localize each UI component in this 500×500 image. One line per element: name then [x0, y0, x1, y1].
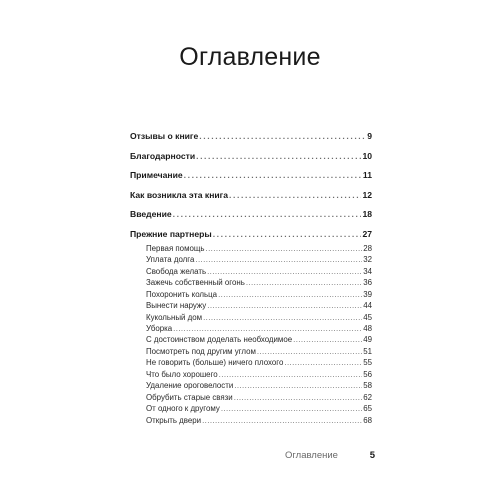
toc-subentry[interactable]: [146, 381, 372, 392]
dot-leader: [184, 170, 362, 180]
dot-leader: [207, 267, 362, 276]
dot-leader: [234, 381, 362, 390]
toc-subentry-page: 39: [363, 289, 372, 299]
toc-subentry-label: Уплата долга: [146, 255, 195, 265]
toc-subentry[interactable]: [146, 278, 372, 289]
toc-subentry[interactable]: [146, 290, 372, 301]
page-footer: [285, 450, 375, 461]
dot-leader: [293, 335, 362, 344]
dot-leader: [221, 404, 362, 413]
toc-entry-page: 11: [362, 170, 372, 181]
toc-subentry-page: 56: [363, 369, 372, 379]
dot-leader: [205, 244, 362, 253]
toc-subentry-label: От одного к другому: [146, 404, 220, 414]
dot-leader: [257, 347, 362, 356]
toc-entry-label: Примечание: [130, 170, 183, 181]
toc-entry-label: Отзывы о книге: [130, 131, 199, 141]
toc-subentry-label: Свобода желать: [146, 266, 207, 276]
toc-entry[interactable]: [130, 190, 372, 201]
toc-subentry-label: Удаление ороговелости: [146, 381, 234, 391]
toc-subentry-label: Кукольный дом: [146, 312, 203, 322]
toc-subentry-page: 55: [363, 358, 372, 368]
toc-subentry-label: Похоронить кольца: [146, 289, 218, 299]
toc-subentry[interactable]: [146, 244, 372, 255]
toc-entry-page: 18: [362, 209, 372, 220]
toc-subentry-page: 51: [363, 346, 372, 356]
toc-subentry[interactable]: [146, 404, 372, 415]
toc-entry-page: 27: [362, 228, 372, 239]
toc-subentry-label: Зажечь собственный огонь: [146, 278, 245, 288]
toc-subentry-page: 49: [363, 335, 372, 345]
toc-subentry-page: 28: [363, 243, 372, 253]
toc-subentry-page: 34: [363, 266, 372, 276]
toc-entry[interactable]: [130, 151, 372, 162]
dot-leader: [196, 151, 361, 161]
toc-entry-label: Благодарности: [130, 150, 196, 161]
toc-subentry[interactable]: [146, 255, 372, 266]
toc-subentry[interactable]: [146, 347, 372, 358]
dot-leader: [213, 229, 362, 239]
toc-subentry[interactable]: [146, 393, 372, 404]
running-title: Оглавление: [285, 450, 338, 461]
toc-subentry-page: 48: [363, 324, 372, 334]
dot-leader: [229, 190, 361, 200]
toc-subentry-label: Уборка: [146, 324, 173, 334]
toc-subentry[interactable]: [146, 313, 372, 324]
toc-subentry-page: 45: [363, 312, 372, 322]
toc-entry-label: Введение: [130, 209, 172, 220]
toc-subentry-label: Не говорить (больше) ничего плохого: [146, 358, 284, 368]
toc-subentry[interactable]: [146, 358, 372, 369]
toc-subentry-page: 62: [363, 392, 372, 402]
toc-subentry[interactable]: [146, 324, 372, 335]
toc-entry-label: Прежние партнеры: [130, 228, 212, 239]
toc-entry[interactable]: [130, 209, 372, 220]
toc-entry-page: 10: [362, 150, 372, 161]
toc-subentry-page: 44: [363, 301, 372, 311]
dot-leader: [173, 324, 362, 333]
toc-subentry-label: Первая помощь: [146, 243, 205, 253]
dot-leader: [203, 313, 362, 322]
toc-subentry-label: С достоинством доделать необходимое: [146, 335, 293, 345]
dot-leader: [195, 255, 362, 264]
dot-leader: [246, 278, 362, 287]
toc-subentry[interactable]: [146, 267, 372, 278]
toc-subentry[interactable]: [146, 335, 372, 346]
dot-leader: [234, 393, 363, 402]
toc-subentry-label: Вынести наружу: [146, 301, 207, 311]
page-title: Оглавление: [179, 43, 321, 71]
toc-subentry-page: 58: [363, 381, 372, 391]
toc-entry-page: 9: [367, 131, 372, 141]
toc-subentry-label: Обрубить старые связи: [146, 392, 233, 402]
toc-subentry-page: 32: [363, 255, 372, 265]
toc-entry-label: Как возникла эта книга: [130, 189, 229, 200]
table-of-contents: [130, 131, 372, 427]
toc-subentry-page: 65: [363, 404, 372, 414]
dot-leader: [207, 301, 362, 310]
dot-leader: [199, 131, 366, 141]
toc-subentry-label: Что было хорошего: [146, 369, 218, 379]
toc-subentry[interactable]: [146, 370, 372, 381]
dot-leader: [284, 358, 362, 367]
toc-subentry[interactable]: [146, 416, 372, 427]
page-number: 5: [369, 450, 375, 461]
toc-entry[interactable]: [130, 131, 372, 142]
toc-subentry-label: Посмотреть под другим углом: [146, 346, 256, 356]
dot-leader: [202, 416, 362, 425]
toc-subentry-page: 68: [363, 415, 372, 425]
toc-subsection-list: [130, 244, 372, 427]
toc-entry[interactable]: [130, 229, 372, 240]
toc-subentry[interactable]: [146, 301, 372, 312]
toc-subentry-label: Открыть двери: [146, 415, 202, 425]
dot-leader: [173, 209, 362, 219]
dot-leader: [218, 290, 362, 299]
toc-entry[interactable]: [130, 170, 372, 181]
toc-entry-page: 12: [362, 189, 372, 200]
toc-subentry-page: 36: [363, 278, 372, 288]
dot-leader: [219, 370, 363, 379]
